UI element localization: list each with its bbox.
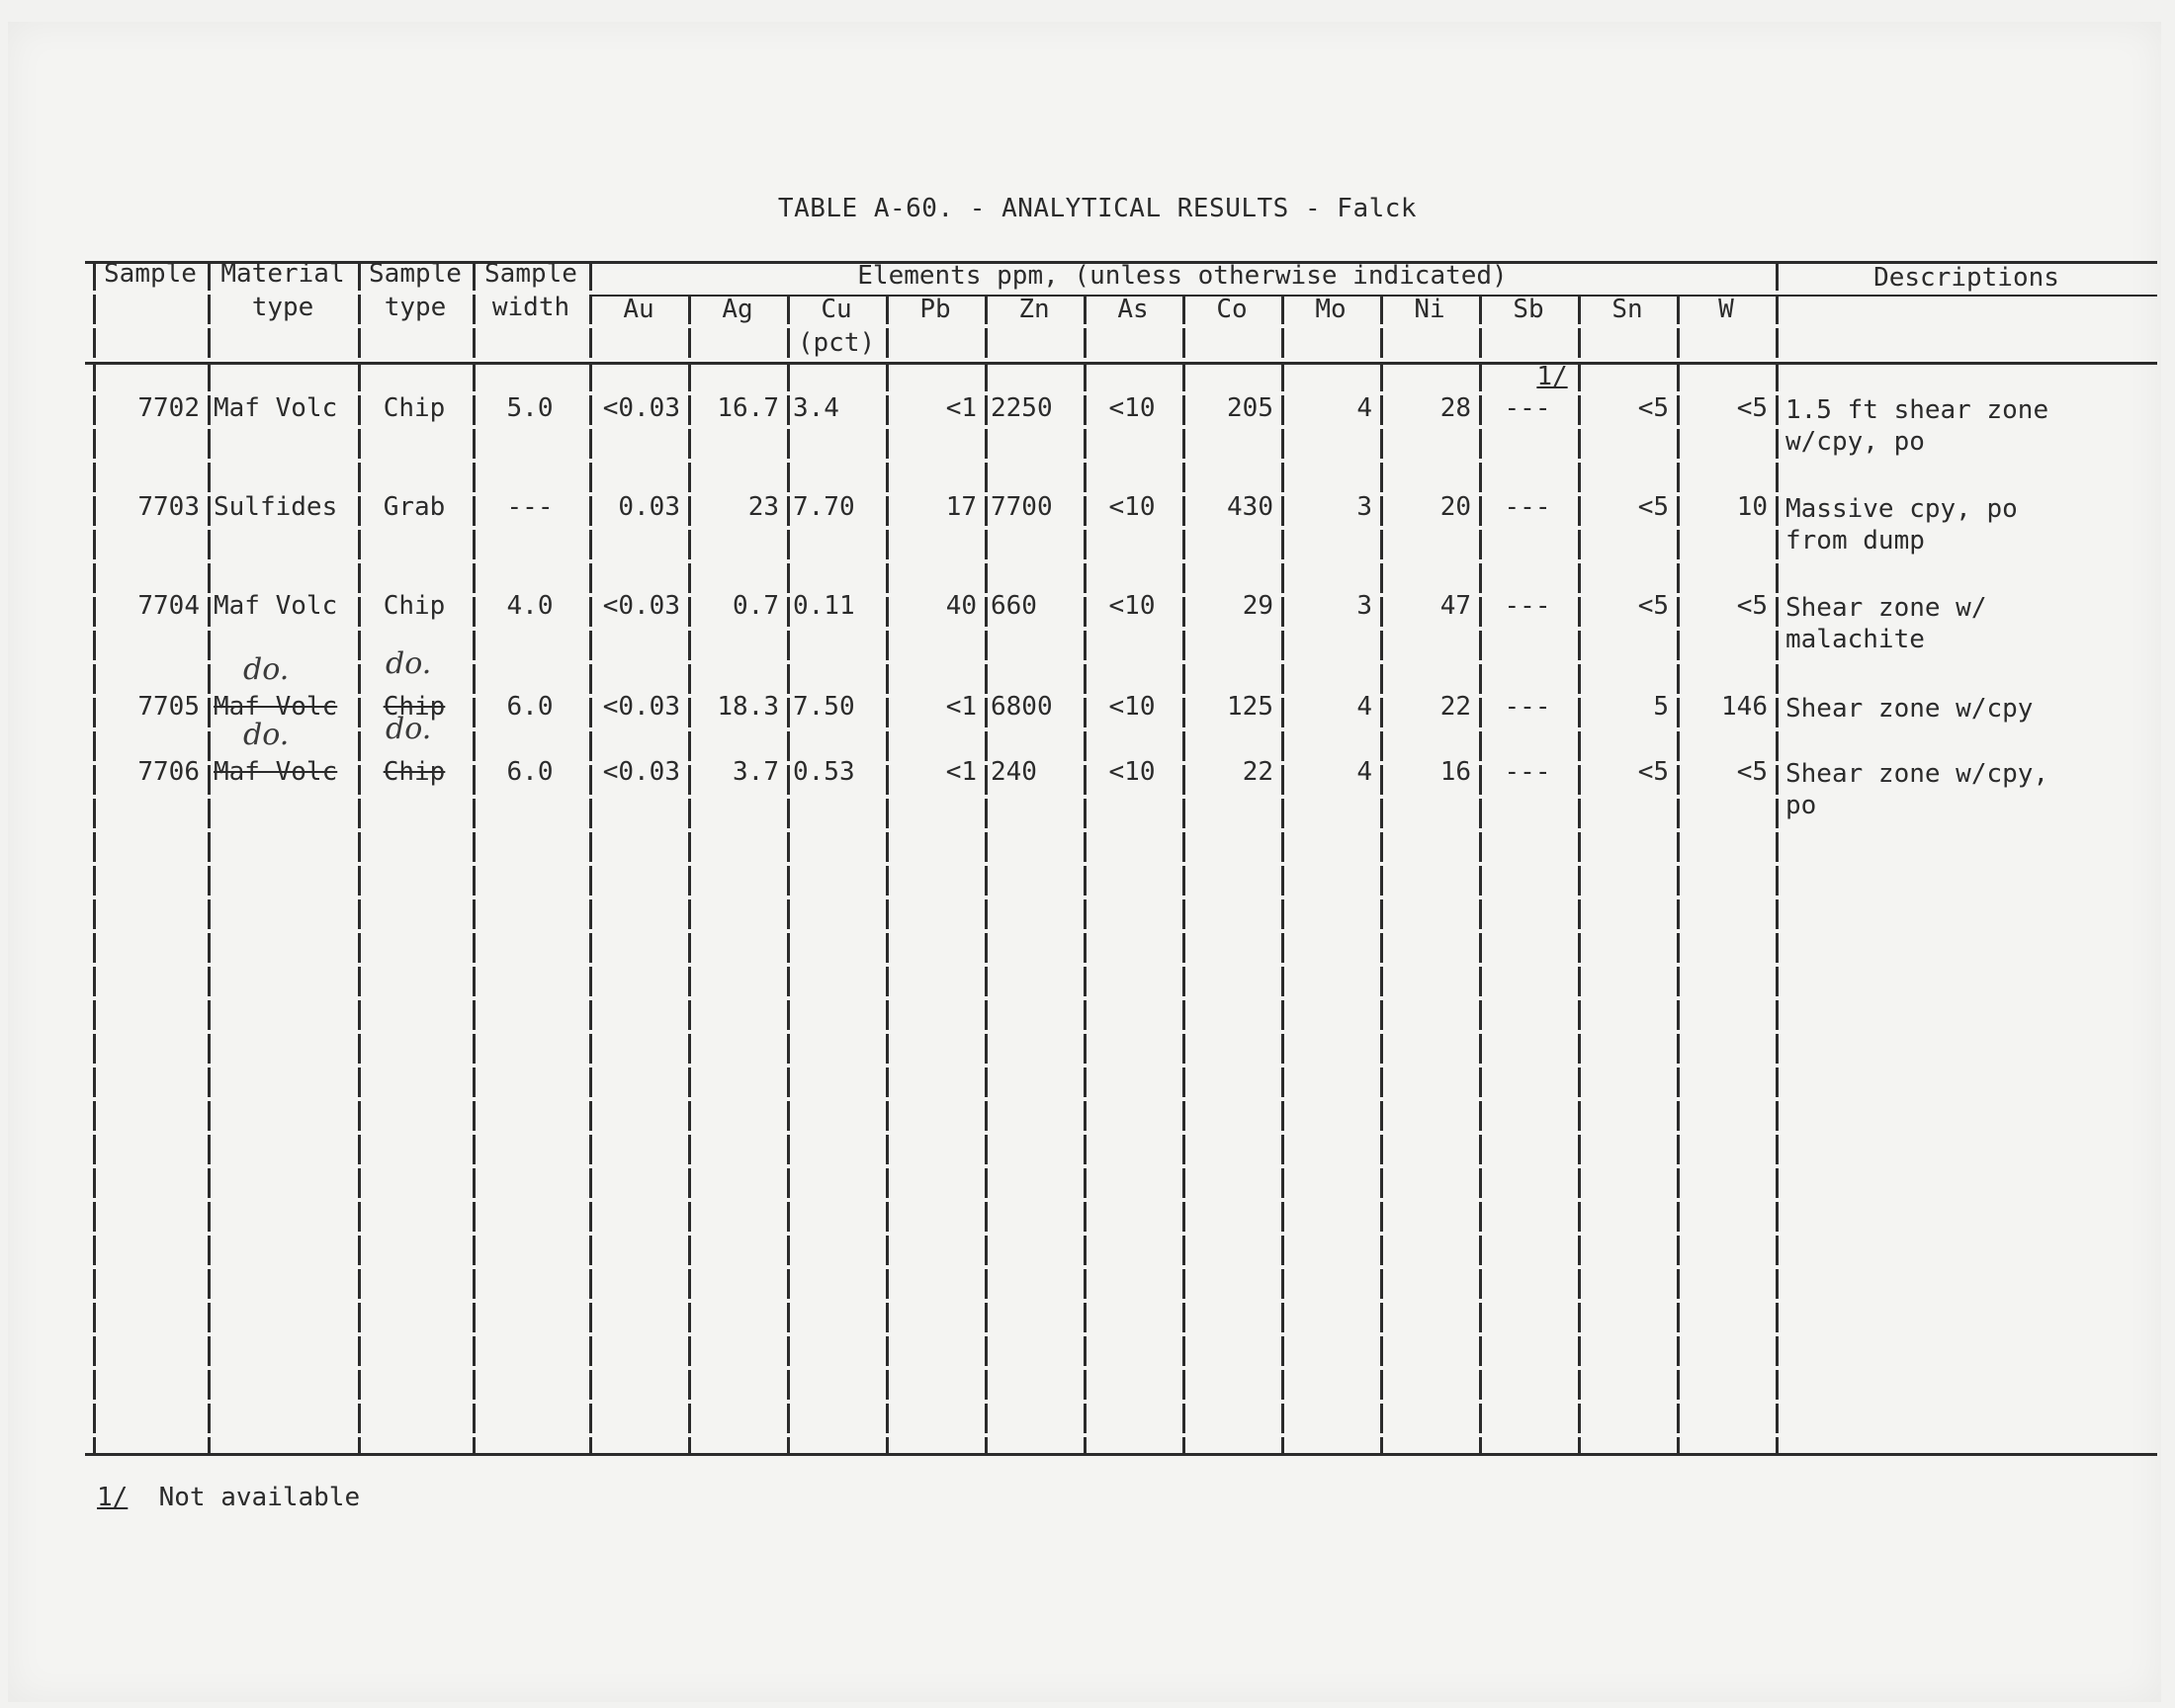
cell-ni: 22 bbox=[1439, 692, 1471, 722]
cell-sb: --- bbox=[1504, 393, 1551, 423]
cell-ni: 28 bbox=[1439, 393, 1471, 423]
cell-sn: <5 bbox=[1637, 591, 1669, 621]
cell-pb: <1 bbox=[945, 692, 977, 722]
handwritten-ditto: do. bbox=[386, 712, 432, 746]
cell-ag: 3.7 bbox=[733, 757, 779, 787]
cell-sb: --- bbox=[1504, 591, 1551, 621]
column-divider bbox=[1578, 295, 1581, 1453]
cell-pb: 17 bbox=[945, 492, 977, 522]
cell-type: Chip bbox=[383, 692, 446, 722]
cell-sample: 7704 bbox=[137, 591, 200, 621]
cell-as: <10 bbox=[1108, 492, 1156, 522]
cell-material: Maf Volc bbox=[214, 591, 338, 621]
cell-co: 125 bbox=[1227, 692, 1273, 722]
cell-material: Sulfides bbox=[214, 492, 338, 522]
cell-pb: <1 bbox=[945, 393, 977, 423]
cell-material: Maf Volc bbox=[214, 393, 338, 423]
cell-mo: 3 bbox=[1356, 492, 1372, 522]
cell-co: 29 bbox=[1242, 591, 1273, 621]
cell-zn: 240 bbox=[991, 757, 1037, 787]
header-descriptions: Descriptions bbox=[1873, 263, 2059, 293]
header-sample-type: Sample bbox=[369, 259, 462, 289]
header-material: Material bbox=[220, 259, 345, 289]
cell-width: 4.0 bbox=[506, 591, 554, 621]
cell-cu: 3.4 bbox=[793, 393, 839, 423]
cell-w: <5 bbox=[1736, 757, 1768, 787]
handwritten-ditto: do. bbox=[243, 652, 290, 687]
column-divider bbox=[1776, 261, 1779, 1453]
cell-sn: <5 bbox=[1637, 757, 1669, 787]
cell-w: <5 bbox=[1736, 591, 1768, 621]
cell-au: 0.03 bbox=[618, 492, 680, 522]
cell-type: Grab bbox=[383, 492, 446, 522]
column-divider bbox=[589, 261, 592, 1453]
column-divider bbox=[1479, 295, 1482, 1453]
cell-material: Maf Volc bbox=[214, 692, 338, 722]
cell-mo: 4 bbox=[1356, 692, 1372, 722]
footnote-mark: 1/ bbox=[97, 1483, 129, 1512]
cell-width: --- bbox=[506, 492, 554, 522]
header-element-sn: Sn bbox=[1611, 295, 1643, 324]
cell-co: 205 bbox=[1227, 393, 1273, 423]
cell-description: Shear zone w/cpy, bbox=[1785, 759, 2049, 789]
cell-description-2: from dump bbox=[1785, 526, 1925, 555]
cell-sn: <5 bbox=[1637, 492, 1669, 522]
cell-mo: 3 bbox=[1356, 591, 1372, 621]
cell-description: Massive cpy, po bbox=[1785, 494, 2018, 524]
header-cu-unit: (pct) bbox=[797, 328, 876, 358]
cell-sn: <5 bbox=[1637, 393, 1669, 423]
column-divider bbox=[93, 261, 96, 1453]
cell-description: 1.5 ft shear zone bbox=[1785, 395, 2049, 425]
header-element-zn: Zn bbox=[1018, 295, 1050, 324]
header-element-au: Au bbox=[623, 295, 654, 324]
cell-as: <10 bbox=[1108, 757, 1156, 787]
cell-ni: 47 bbox=[1439, 591, 1471, 621]
column-divider bbox=[886, 295, 889, 1453]
cell-co: 22 bbox=[1242, 757, 1273, 787]
cell-description: Shear zone w/cpy bbox=[1785, 694, 2034, 724]
cell-zn: 2250 bbox=[991, 393, 1053, 423]
column-divider bbox=[985, 295, 988, 1453]
cell-sb: --- bbox=[1504, 492, 1551, 522]
cell-description-2: po bbox=[1785, 791, 1817, 820]
header-element-as: As bbox=[1117, 295, 1149, 324]
cell-ag: 18.3 bbox=[717, 692, 779, 722]
cell-ni: 16 bbox=[1439, 757, 1471, 787]
cell-pb: <1 bbox=[945, 757, 977, 787]
cell-w: 146 bbox=[1721, 692, 1768, 722]
header-elements-group: Elements ppm, (unless otherwise indicated) bbox=[857, 261, 1508, 291]
cell-cu: 0.53 bbox=[793, 757, 855, 787]
cell-zn: 6800 bbox=[991, 692, 1053, 722]
cell-width: 6.0 bbox=[506, 692, 554, 722]
column-divider bbox=[1380, 295, 1383, 1453]
cell-mo: 4 bbox=[1356, 393, 1372, 423]
cell-zn: 7700 bbox=[991, 492, 1053, 522]
column-divider bbox=[1677, 295, 1680, 1453]
footnote-text: Not available bbox=[158, 1483, 361, 1512]
cell-as: <10 bbox=[1108, 692, 1156, 722]
header-sample-width: Sample bbox=[484, 259, 577, 289]
cell-width: 5.0 bbox=[506, 393, 554, 423]
cell-w: 10 bbox=[1736, 492, 1768, 522]
header-sample-width-2: width bbox=[491, 293, 570, 322]
header-sample-type-2: type bbox=[384, 293, 447, 322]
cell-au: <0.03 bbox=[602, 757, 680, 787]
cell-as: <10 bbox=[1108, 393, 1156, 423]
cell-co: 430 bbox=[1227, 492, 1273, 522]
column-divider bbox=[473, 261, 476, 1453]
header-element-w: W bbox=[1718, 295, 1734, 324]
cell-au: <0.03 bbox=[602, 692, 680, 722]
cell-sample: 7706 bbox=[137, 757, 200, 787]
cell-mo: 4 bbox=[1356, 757, 1372, 787]
sb-footnote-mark: 1/ bbox=[1536, 362, 1568, 391]
header-sample: Sample bbox=[104, 259, 197, 289]
column-divider bbox=[1182, 295, 1185, 1453]
cell-au: <0.03 bbox=[602, 591, 680, 621]
header-element-ag: Ag bbox=[722, 295, 753, 324]
descriptions-subheader-rule bbox=[1776, 295, 2157, 297]
cell-sample: 7703 bbox=[137, 492, 200, 522]
cell-zn: 660 bbox=[991, 591, 1037, 621]
column-divider bbox=[1281, 295, 1284, 1453]
column-divider bbox=[208, 261, 211, 1453]
cell-type: Chip bbox=[383, 591, 446, 621]
header-element-cu: Cu bbox=[821, 295, 852, 324]
cell-cu: 0.11 bbox=[793, 591, 855, 621]
cell-description-2: w/cpy, po bbox=[1785, 427, 1925, 457]
footnote bbox=[97, 1483, 360, 1512]
cell-sample: 7702 bbox=[137, 393, 200, 423]
cell-sb: --- bbox=[1504, 692, 1551, 722]
cell-ag: 0.7 bbox=[733, 591, 779, 621]
header-element-co: Co bbox=[1216, 295, 1248, 324]
header-element-pb: Pb bbox=[919, 295, 951, 324]
header-element-mo: Mo bbox=[1315, 295, 1347, 324]
header-element-sb: Sb bbox=[1513, 295, 1544, 324]
column-divider bbox=[787, 295, 790, 1453]
column-divider bbox=[358, 261, 361, 1453]
cell-type: Chip bbox=[383, 393, 446, 423]
cell-type: Chip bbox=[383, 757, 446, 787]
handwritten-ditto: do. bbox=[386, 646, 432, 681]
cell-w: <5 bbox=[1736, 393, 1768, 423]
cell-ag: 23 bbox=[747, 492, 779, 522]
cell-sample: 7705 bbox=[137, 692, 200, 722]
cell-ag: 16.7 bbox=[717, 393, 779, 423]
cell-cu: 7.50 bbox=[793, 692, 855, 722]
cell-width: 6.0 bbox=[506, 757, 554, 787]
cell-sb: --- bbox=[1504, 757, 1551, 787]
handwritten-ditto: do. bbox=[243, 718, 290, 752]
column-divider bbox=[1084, 295, 1087, 1453]
cell-description-2: malachite bbox=[1785, 625, 1925, 654]
header-bottom-rule bbox=[85, 362, 2157, 365]
cell-as: <10 bbox=[1108, 591, 1156, 621]
cell-cu: 7.70 bbox=[793, 492, 855, 522]
cell-sn: 5 bbox=[1653, 692, 1669, 722]
table-title: TABLE A-60. - ANALYTICAL RESULTS - Falck bbox=[777, 194, 1418, 223]
cell-pb: 40 bbox=[945, 591, 977, 621]
table-bottom-rule bbox=[85, 1453, 2157, 1456]
cell-au: <0.03 bbox=[602, 393, 680, 423]
header-element-ni: Ni bbox=[1414, 295, 1445, 324]
cell-material: Maf Volc bbox=[214, 757, 338, 787]
column-divider bbox=[688, 295, 691, 1453]
header-material-type: type bbox=[251, 293, 314, 322]
cell-description: Shear zone w/ bbox=[1785, 593, 1987, 623]
cell-ni: 20 bbox=[1439, 492, 1471, 522]
